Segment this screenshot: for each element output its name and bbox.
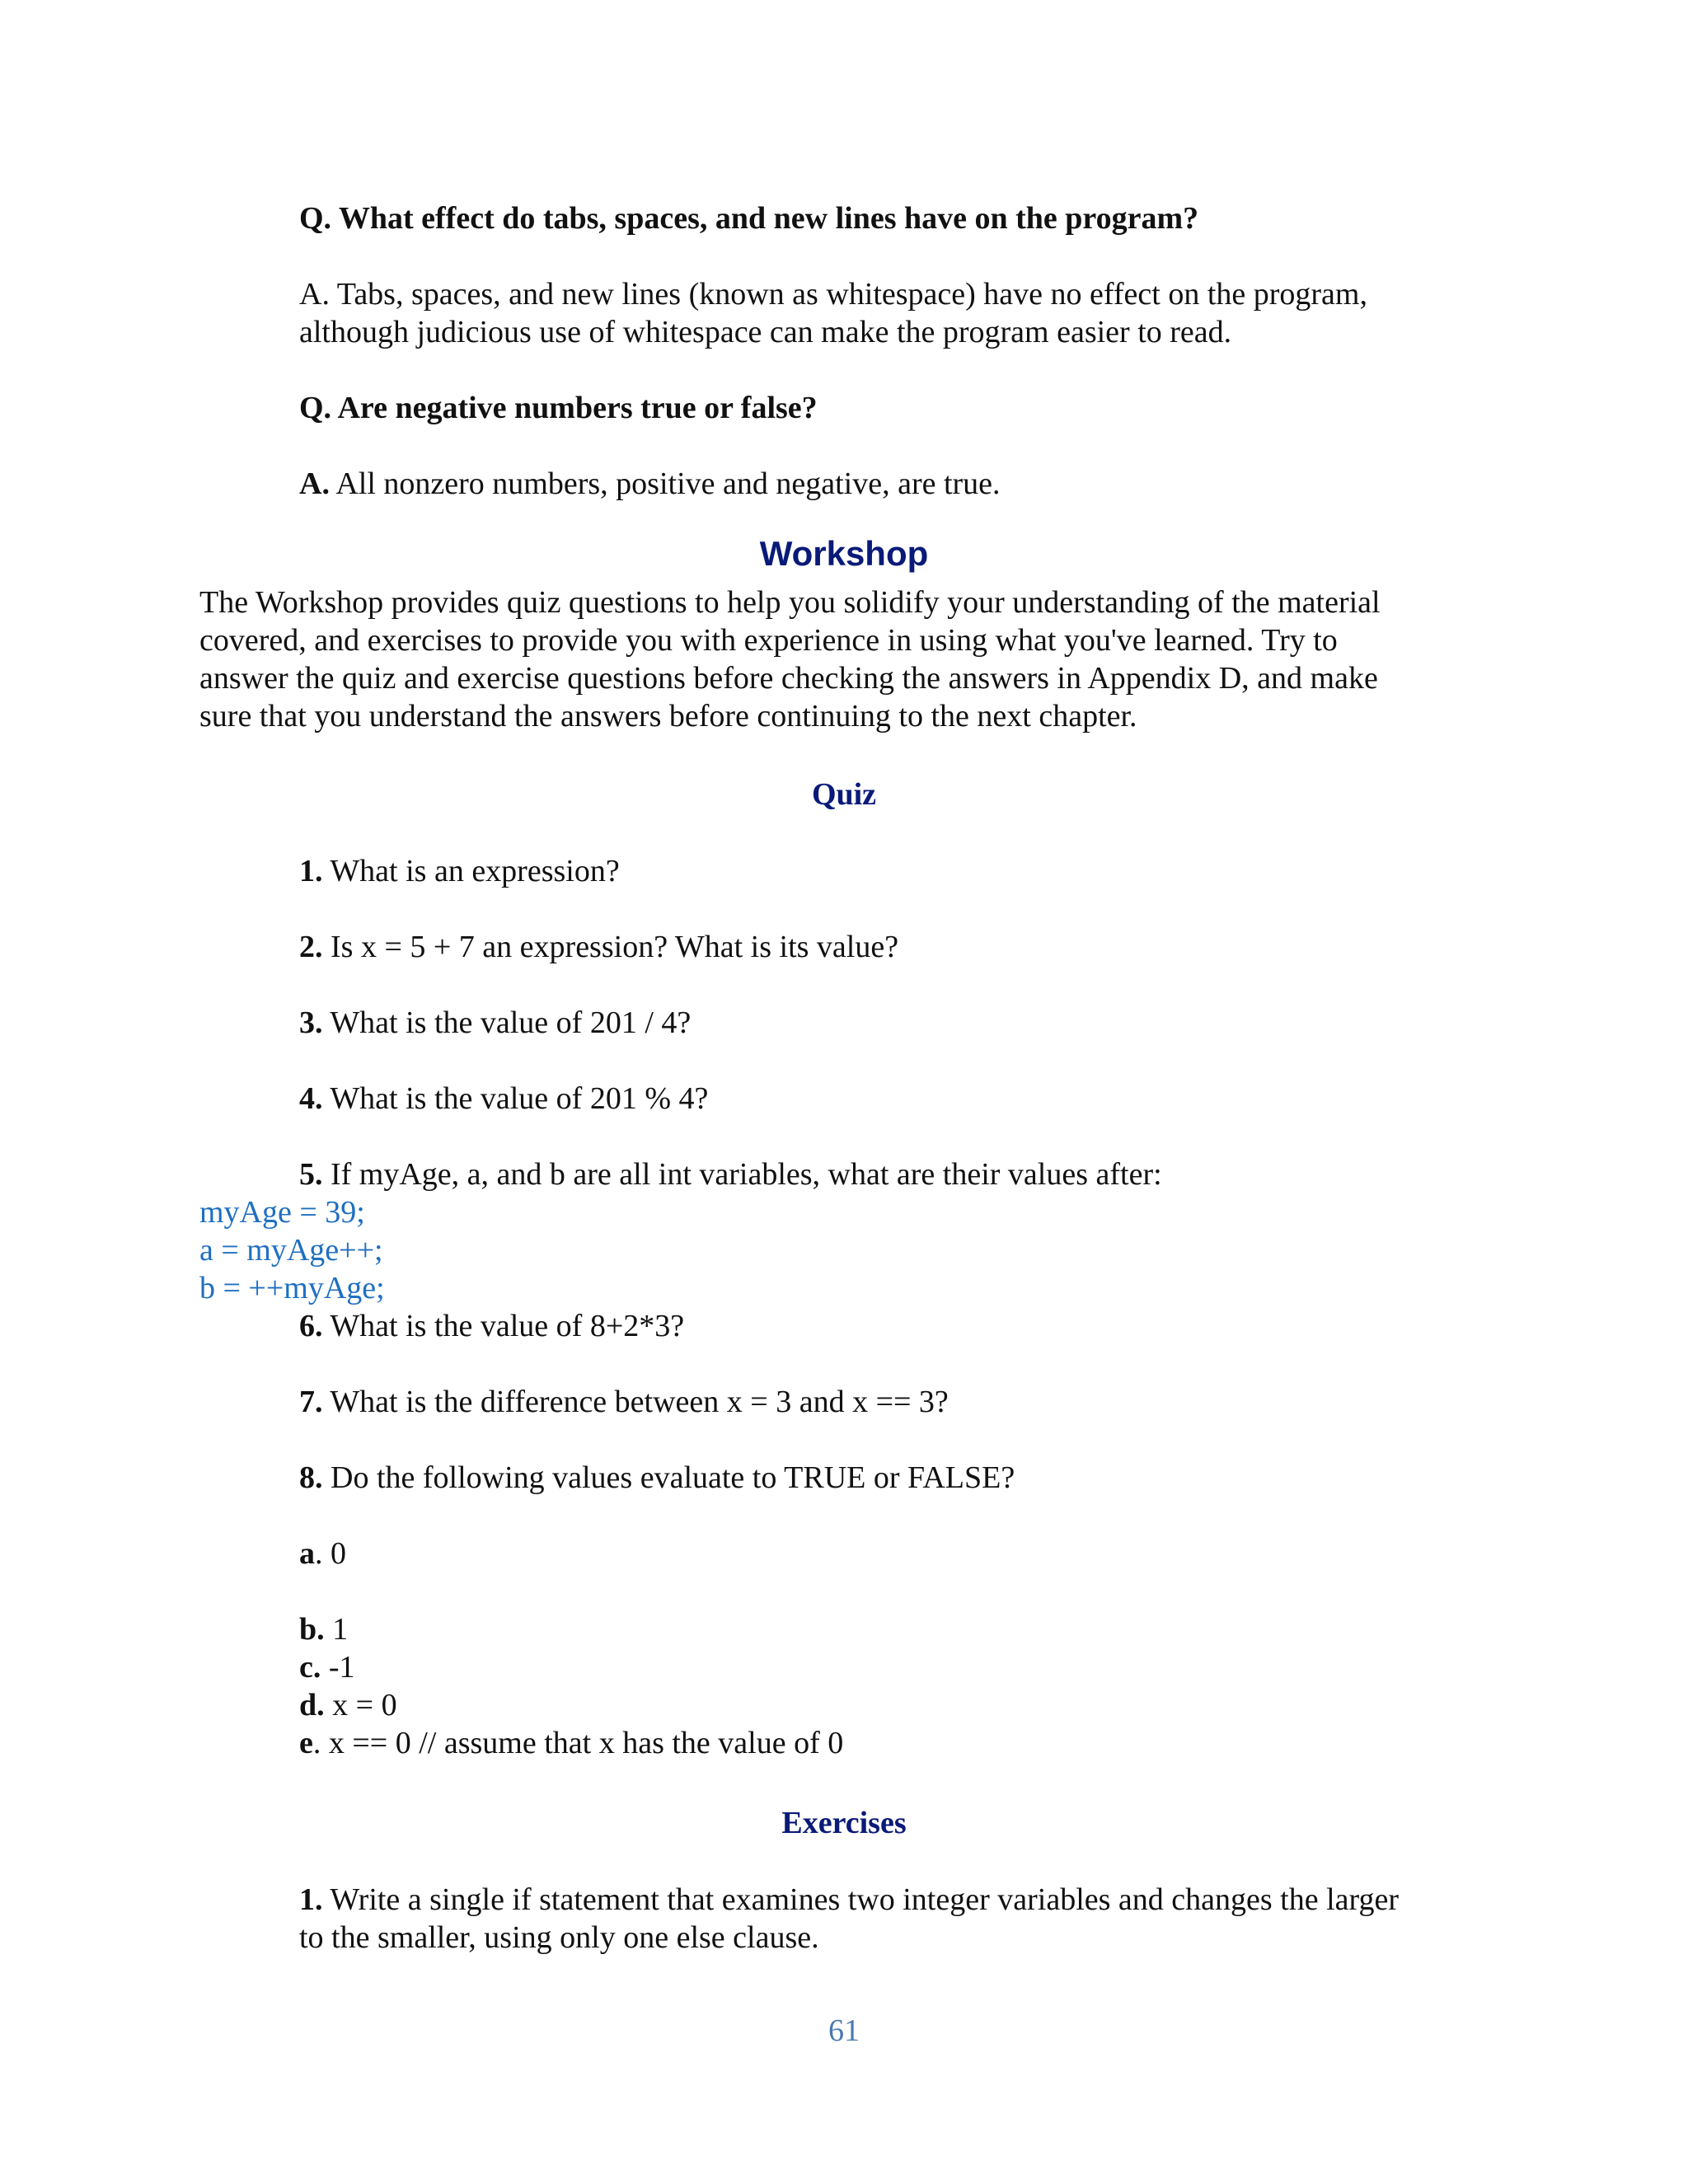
faq-answer-2-label: A. — [299, 466, 330, 501]
quiz-item-3-number: 3. — [299, 1005, 323, 1040]
quiz-item-6 — [299, 1307, 684, 1345]
quiz-item-8 — [299, 1459, 1015, 1497]
quiz-subitem-c-text: -1 — [321, 1650, 355, 1685]
code-line-3: b = ++myAge; — [199, 1271, 385, 1305]
exercise-item-1-text: Write a single if statement that examines two integer variables and changes the larger — [322, 1882, 1399, 1917]
quiz-item-3-text: What is the value of 201 / 4? — [322, 1005, 692, 1040]
quiz-item-4-number: 4. — [299, 1081, 323, 1116]
quiz-subitem-e-text: . x == 0 // assume that x has the value of 0 — [312, 1726, 844, 1760]
faq-answer-2-text: All nonzero numbers, positive and negative, are true. — [329, 466, 1001, 501]
quiz-subitem-d-label: d. — [299, 1688, 325, 1722]
exercises-heading: Exercises — [781, 1806, 907, 1840]
quiz-heading: Quiz — [811, 777, 877, 812]
workshop-intro-line-3: answer the quiz and exercise questions before checking the answers in Appendix D, and make — [199, 661, 1378, 696]
quiz-item-2-text: Is x = 5 + 7 an expression? What is its value? — [322, 930, 899, 964]
faq-question-1: Q. What effect do tabs, spaces, and new lines have on the program? — [299, 201, 1199, 236]
quiz-subitem-a-text: . 0 — [315, 1536, 346, 1571]
exercise-item-1-number: 1. — [299, 1882, 323, 1917]
quiz-item-4-text: What is the value of 201 % 4? — [322, 1081, 709, 1116]
quiz-item-8-text: Do the following values evaluate to TRUE or FALSE? — [322, 1460, 1015, 1495]
quiz-item-1-text: What is an expression? — [322, 854, 620, 888]
quiz-subitem-b — [299, 1610, 348, 1648]
quiz-subitem-a — [299, 1535, 346, 1572]
quiz-subitem-c-label: c. — [299, 1650, 321, 1685]
quiz-item-5-number: 5. — [299, 1157, 323, 1192]
faq-answer-1-line-2: although judicious use of whitespace can make the program easier to read. — [299, 315, 1232, 349]
quiz-subitem-d — [299, 1686, 397, 1724]
quiz-item-8-number: 8. — [299, 1460, 323, 1495]
workshop-intro-line-1: The Workshop provides quiz questions to help you solidify your understanding of the material — [199, 585, 1381, 620]
quiz-subitem-b-label: b. — [299, 1612, 325, 1647]
workshop-intro-line-2: covered, and exercises to provide you with experience in using what you've learned. Try to — [199, 623, 1338, 658]
quiz-item-3 — [299, 1004, 691, 1042]
quiz-item-4 — [299, 1080, 708, 1118]
quiz-item-1 — [299, 852, 620, 890]
quiz-item-5-text: If myAge, a, and b are all int variables, what are their values after: — [322, 1157, 1162, 1192]
quiz-item-5 — [299, 1155, 1162, 1193]
exercise-item-1-line-1 — [299, 1881, 1399, 1919]
code-line-2: a = myAge++; — [199, 1233, 383, 1268]
quiz-item-2 — [299, 928, 898, 966]
quiz-item-6-number: 6. — [299, 1309, 323, 1343]
faq-question-2: Q. Are negative numbers true or false? — [299, 391, 818, 425]
quiz-item-7 — [299, 1383, 949, 1421]
quiz-item-6-text: What is the value of 8+2*3? — [322, 1309, 685, 1343]
quiz-item-1-number: 1. — [299, 854, 323, 888]
page-number: 61 — [828, 2013, 860, 2048]
quiz-subitem-a-label: a — [299, 1536, 315, 1571]
workshop-intro-line-4: sure that you understand the answers before continuing to the next chapter. — [199, 699, 1137, 733]
faq-answer-2 — [299, 465, 1001, 503]
quiz-subitem-e — [299, 1724, 843, 1762]
workshop-heading: Workshop — [759, 534, 929, 573]
faq-answer-1-line-1: A. Tabs, spaces, and new lines (known as whitespace) have no effect on the program, — [299, 277, 1367, 312]
quiz-item-7-number: 7. — [299, 1385, 323, 1419]
quiz-subitem-e-label: e — [299, 1726, 313, 1760]
quiz-subitem-b-text: 1 — [324, 1612, 349, 1647]
code-line-1: myAge = 39; — [199, 1195, 365, 1230]
quiz-item-2-number: 2. — [299, 930, 323, 964]
exercise-item-1-line-2: to the smaller, using only one else clause. — [299, 1920, 819, 1955]
quiz-item-7-text: What is the difference between x = 3 and x == 3? — [322, 1385, 949, 1419]
quiz-subitem-d-text: x = 0 — [324, 1688, 397, 1722]
quiz-subitem-c — [299, 1648, 355, 1686]
